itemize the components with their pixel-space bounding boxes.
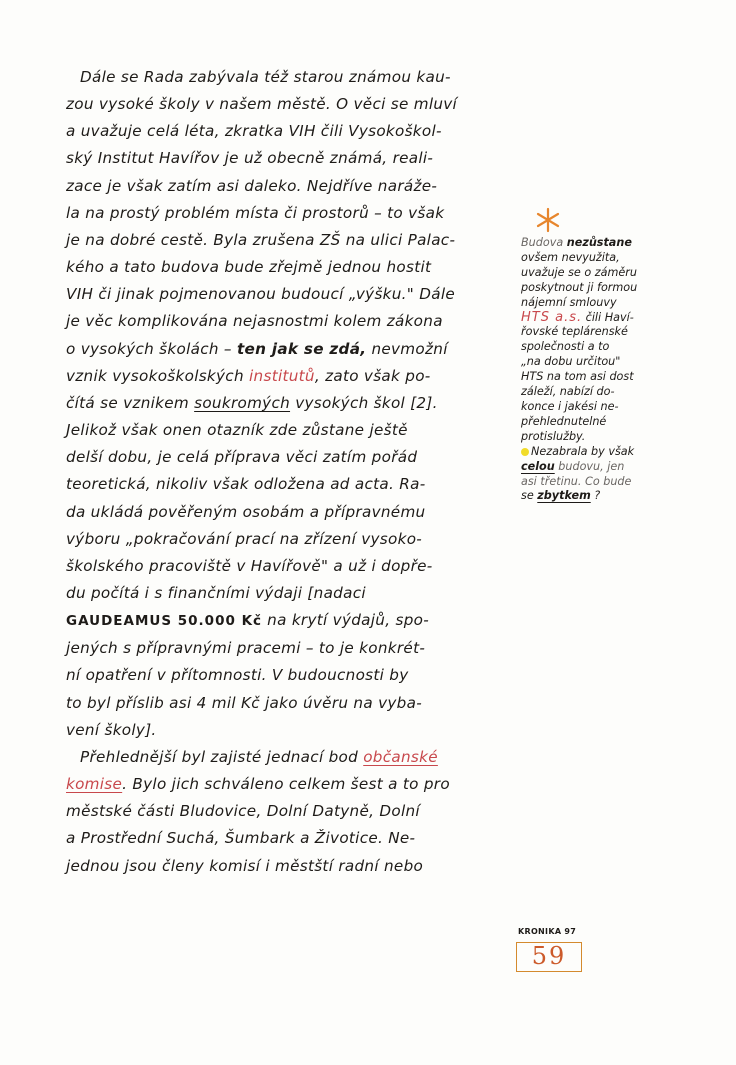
note-line: asi třetinu. Co bude bbox=[521, 474, 632, 488]
text-segment: . Bylo jich schváleno celkem šest a to pro bbox=[122, 775, 450, 794]
note-line: společnosti a to bbox=[521, 340, 610, 354]
note-line: nájemní smlouvy bbox=[521, 295, 617, 309]
text-segment-bold: ten jak se zdá, bbox=[236, 339, 367, 358]
text-segment-caps: GAUDEAMUS 50.000 Kč bbox=[66, 613, 263, 630]
text-line: teoretická, nikoliv však odložena ad acta. Ra- bbox=[66, 475, 426, 494]
note-line: konce i jakési ne- bbox=[521, 399, 619, 413]
text-line: jených s přípravnými pracemi – to je konkrét- bbox=[66, 639, 426, 658]
note-line bbox=[521, 460, 691, 475]
note-line: HTS na tom asi dost bbox=[521, 370, 634, 384]
note-line: protislužby. bbox=[521, 429, 586, 443]
page-number: 59 bbox=[516, 942, 582, 972]
text-line: je věc komplikována nejasnostmi kolem zákona bbox=[66, 312, 443, 331]
text-line: jednou jsou členy komisí i městští radní nebo bbox=[66, 856, 424, 875]
text-line bbox=[66, 390, 506, 417]
page-footer bbox=[516, 927, 588, 970]
text-line bbox=[66, 607, 506, 635]
text-line: a Prostřední Suchá, Šumbark a Životice. Ne- bbox=[66, 829, 416, 848]
text-segment: nevmožní bbox=[371, 339, 448, 358]
text-segment: vznik vysokoškolských bbox=[66, 366, 244, 385]
note-segment: se bbox=[521, 489, 534, 503]
text-segment: , zato však po- bbox=[314, 366, 431, 385]
note-line bbox=[521, 489, 691, 504]
note-line: uvažuje se o záměru bbox=[521, 265, 637, 279]
chronicle-label: KRONIKA 97 bbox=[518, 927, 577, 936]
text-segment: Přehlednější byl zajisté jednací bod bbox=[80, 747, 359, 766]
text-line: je na dobré cestě. Byla zrušena ZŠ na ulici Palac- bbox=[66, 230, 456, 249]
note-segment: ? bbox=[594, 489, 601, 503]
text-segment-red: občanské bbox=[363, 747, 438, 766]
note-line: záleží, nabízí do- bbox=[521, 385, 615, 399]
text-line: to byl příslib asi 4 mil Kč jako úvěru na vyba- bbox=[66, 693, 422, 712]
text-line: Jelikož však onen otazník zde zůstane ještě bbox=[66, 421, 408, 440]
text-line: městské části Bludovice, Dolní Datyně, Dolní bbox=[66, 802, 420, 821]
text-line: du počítá i s finančními výdaji [nadaci bbox=[66, 583, 366, 602]
note-segment-underlined: zbytkem bbox=[537, 489, 591, 503]
note-line: „na dobu určitou" bbox=[521, 355, 621, 369]
note-segment: budovu, jen bbox=[558, 459, 625, 473]
text-line: da ukládá pověřeným osobám a přípravnému bbox=[66, 502, 426, 521]
note-line: ovšem nevyužita, bbox=[521, 250, 620, 264]
text-line: a uvažuje celá léta, zkratka VIH čili Vysokoškol- bbox=[66, 122, 442, 141]
text-line: školského pracoviště v Havířově" a už i dopře- bbox=[66, 556, 433, 575]
note-segment: Budova bbox=[521, 236, 564, 249]
asterisk-icon bbox=[535, 207, 561, 233]
note-line: přehlednutelné bbox=[521, 414, 607, 428]
text-segment-underlined: soukromých bbox=[194, 393, 291, 412]
text-line bbox=[66, 363, 506, 390]
text-line: výboru „pokračování prací na zřízení vysoko- bbox=[66, 529, 423, 548]
text-line: zace je však zatím asi daleko. Nejdříve naráže- bbox=[66, 176, 438, 195]
text-line: Dále se Rada zabývala též starou známou kau- bbox=[80, 68, 451, 86]
text-line: zou vysoké školy v našem městě. O věci se mluví bbox=[66, 95, 458, 114]
text-segment-red: komise bbox=[66, 775, 123, 794]
text-segment: čítá se vznikem bbox=[66, 393, 189, 412]
text-line: ský Institut Havířov je už obecně známá, reali- bbox=[66, 149, 434, 168]
note-segment-red: HTS a.s. bbox=[521, 309, 583, 325]
note-segment-underlined: celou bbox=[521, 459, 555, 473]
note-line: řovské teplárenské bbox=[521, 325, 628, 339]
text-segment: vysokých škol [2]. bbox=[295, 393, 438, 412]
text-segment: na krytí výdajů, spo- bbox=[267, 611, 430, 630]
text-line: delší dobu, je celá příprava věci zatím pořád bbox=[66, 448, 418, 467]
text-line: kého a tato budova bude zřejmě jednou hostit bbox=[66, 258, 432, 277]
text-line: la na prostý problém místa či prostorů – to však bbox=[66, 203, 445, 222]
text-segment: o vysokých školách – bbox=[66, 339, 232, 358]
text-line bbox=[66, 336, 506, 363]
text-line bbox=[66, 744, 506, 771]
note-line bbox=[521, 311, 691, 326]
margin-note bbox=[521, 236, 691, 504]
note-segment-bold: nezůstane bbox=[566, 236, 632, 249]
main-text-block bbox=[66, 64, 506, 880]
text-segment-red: institutů bbox=[249, 366, 315, 385]
note-segment: čili Haví- bbox=[585, 310, 634, 324]
text-line: vení školy]. bbox=[66, 720, 157, 739]
note-segment: Nezabrala by však bbox=[531, 444, 635, 458]
note-line bbox=[521, 236, 691, 251]
note-line bbox=[521, 445, 691, 460]
text-line: ní opatření v přítomnosti. V budoucnosti by bbox=[66, 666, 409, 685]
text-line: VIH či jinak pojmenovanou budoucí „výšku." Dále bbox=[66, 285, 455, 304]
note-line: poskytnout ji formou bbox=[521, 280, 638, 294]
text-line bbox=[66, 771, 506, 798]
highlight-dot-icon bbox=[521, 448, 529, 456]
